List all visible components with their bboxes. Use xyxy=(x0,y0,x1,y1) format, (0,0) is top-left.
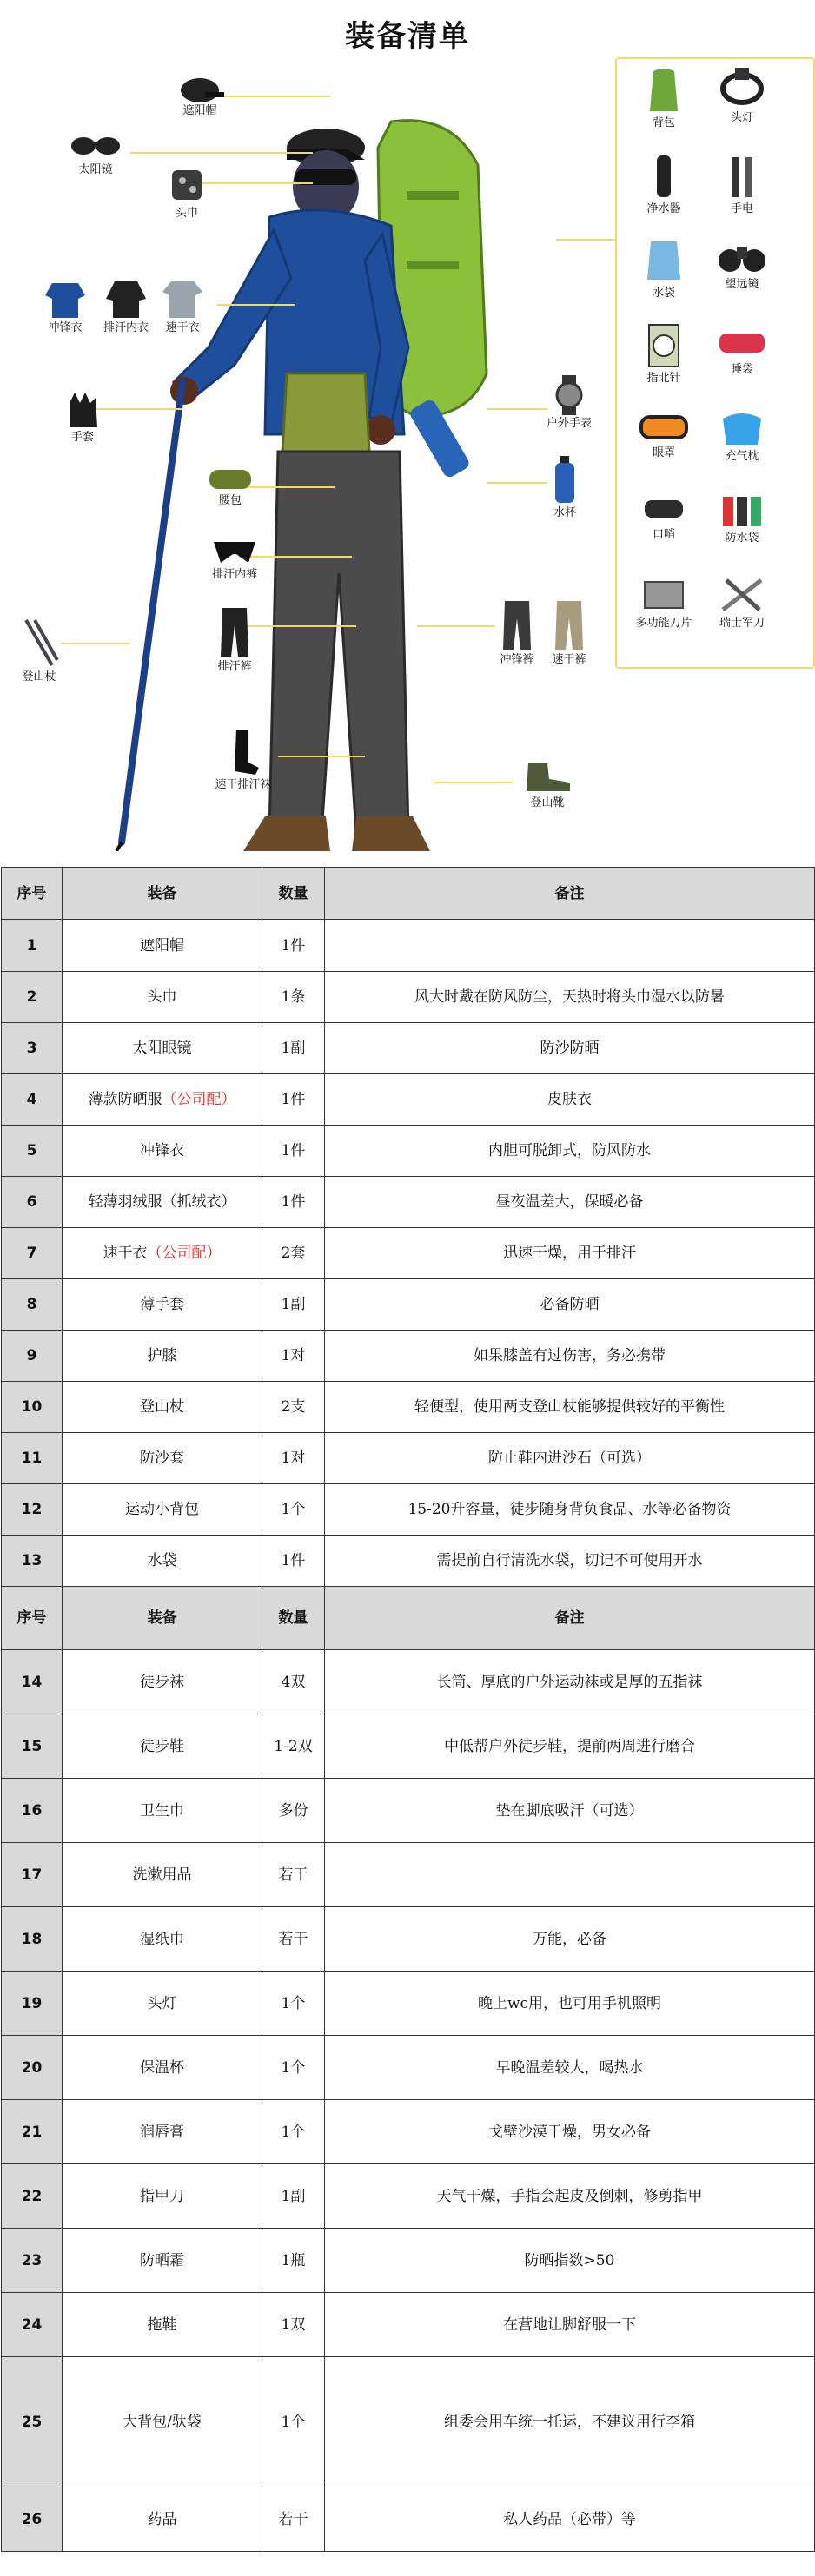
cell-note: 防止鞋内进沙石（可选） xyxy=(325,1433,815,1484)
cell-no: 24 xyxy=(2,2293,63,2357)
table-row xyxy=(2,1228,815,1279)
table-row xyxy=(2,1074,815,1126)
item-name: 遮阳帽 xyxy=(140,936,184,954)
cell-item xyxy=(63,1484,262,1536)
table-row xyxy=(2,920,815,972)
cell-qty: 1副 xyxy=(262,1279,325,1331)
cell-qty: 1对 xyxy=(262,1331,325,1382)
table-row xyxy=(2,1484,815,1536)
illustration-item-base-layer: 排汗内衣 xyxy=(91,276,161,335)
sleeping-bag-icon xyxy=(716,321,768,361)
company-provided-tag: （公司配） xyxy=(162,1091,236,1108)
backpack-icon xyxy=(646,66,681,115)
illustration-item-bandana: 头巾 xyxy=(152,165,222,221)
pillow-icon xyxy=(718,410,766,448)
cell-note: 私人药品（必带）等 xyxy=(325,2487,815,2552)
cell-qty: 1个 xyxy=(262,1972,325,2036)
illustration-item-socks: 速干排汗袜 xyxy=(195,728,291,792)
bandana-icon xyxy=(165,165,209,205)
illustration-item-pants: 排汗裤 xyxy=(200,606,269,674)
cell-item xyxy=(63,1536,262,1587)
cell-no: 4 xyxy=(2,1074,63,1126)
illustration-item-quick-dry-shirt: 速干衣 xyxy=(152,276,213,335)
illustration-item-shell-pants: 冲锋裤 xyxy=(487,599,547,667)
gloves-icon xyxy=(61,389,104,429)
illustration-item-jacket: 冲锋衣 xyxy=(35,276,96,335)
table-row xyxy=(2,1714,815,1779)
panel-item-dry-bag: 防水袋 xyxy=(707,492,777,545)
cell-note: 戈壁沙漠干燥，男女必备 xyxy=(325,2100,815,2164)
cell-qty: 若干 xyxy=(262,1843,325,1907)
cell-item: 湿纸巾 xyxy=(63,1907,262,1972)
cell-no: 10 xyxy=(2,1382,63,1433)
cell-note: 需提前自行清洗水袋，切记不可使用开水 xyxy=(325,1536,815,1587)
panel-item-goggles: 眼罩 xyxy=(629,410,699,460)
cell-item: 防晒霜 xyxy=(63,2229,262,2293)
cell-no: 2 xyxy=(2,972,63,1023)
pants-icon xyxy=(217,606,252,658)
water-filter-icon xyxy=(646,152,681,201)
cell-qty: 1件 xyxy=(262,1536,325,1587)
cell-note: 皮肤衣 xyxy=(325,1074,815,1126)
panel-item-flashlight: 手电 xyxy=(707,152,777,216)
illustration-item-gloves: 手套 xyxy=(48,389,117,445)
cell-no: 12 xyxy=(2,1484,63,1536)
equipment-illustration xyxy=(0,0,815,867)
shell-pants-icon xyxy=(500,599,534,651)
cell-qty: 1件 xyxy=(262,1126,325,1177)
item-name: 薄手套 xyxy=(140,1296,184,1313)
table-row xyxy=(2,1279,815,1331)
table-row xyxy=(2,1023,815,1074)
quick-dry-shirt-icon xyxy=(161,276,204,320)
cell-note: 昼夜温差大，保暖必备 xyxy=(325,1177,815,1228)
item-name: 头巾 xyxy=(147,988,177,1006)
table-row xyxy=(2,972,815,1023)
panel-item-compass: 指北针 xyxy=(629,321,699,386)
illustration-item-trekking-poles: 登山杖 xyxy=(9,617,70,684)
cell-qty: 4双 xyxy=(262,1650,325,1714)
cell-item: 保温杯 xyxy=(63,2036,262,2100)
cell-qty: 1-2双 xyxy=(262,1714,325,1779)
cell-item xyxy=(63,1177,262,1228)
cell-no: 3 xyxy=(2,1023,63,1074)
base-layer-icon xyxy=(104,276,148,320)
jacket-icon xyxy=(43,276,87,320)
cell-no: 17 xyxy=(2,1843,63,1907)
illustration-item-waist-bag: 腰包 xyxy=(195,465,265,508)
cell-no: 6 xyxy=(2,1177,63,1228)
swiss-knife-icon xyxy=(718,575,766,615)
table-row xyxy=(2,1382,815,1433)
cell-note: 晚上wc用，也可用手机照明 xyxy=(325,1972,815,2036)
cell-note: 天气干燥，手指会起皮及倒刺，修剪指甲 xyxy=(325,2164,815,2229)
cell-no: 5 xyxy=(2,1126,63,1177)
cell-note: 风大时戴在防风防尘，天热时将头巾湿水以防暑 xyxy=(325,972,815,1023)
table-row xyxy=(2,1650,815,1714)
header-qty: 数量 xyxy=(262,1587,325,1650)
cell-note: 防晒指数>50 xyxy=(325,2229,815,2293)
trekking-poles-icon xyxy=(17,617,61,669)
cell-note: 组委会用车统一托运，不建议用行李箱 xyxy=(325,2357,815,2487)
cell-no: 9 xyxy=(2,1331,63,1382)
panel-item-multitool: 多功能刀片 xyxy=(629,575,699,631)
table-header xyxy=(2,1587,815,1650)
cell-item xyxy=(63,1126,262,1177)
cell-no: 22 xyxy=(2,2164,63,2229)
table-row xyxy=(2,1126,815,1177)
boot-icon xyxy=(521,760,573,795)
quick-dry-pants-icon xyxy=(552,599,586,651)
illustration-item-bottle: 水杯 xyxy=(534,456,595,520)
table-row xyxy=(2,2357,815,2487)
cell-item xyxy=(63,1279,262,1331)
panel-item-swiss-knife: 瑞士军刀 xyxy=(707,575,777,631)
cell-item xyxy=(63,1433,262,1484)
item-name: 薄款防晒服 xyxy=(88,1091,162,1108)
multitool-icon xyxy=(639,575,688,615)
cell-item xyxy=(63,1023,262,1074)
cell-qty: 1件 xyxy=(262,1177,325,1228)
item-name: 冲锋衣 xyxy=(140,1142,184,1159)
goggles-icon xyxy=(638,410,690,445)
header-item: 装备 xyxy=(63,1587,262,1650)
whistle-icon xyxy=(639,492,688,526)
item-name: 太阳眼镜 xyxy=(132,1040,192,1057)
table-row xyxy=(2,1433,815,1484)
cell-no: 16 xyxy=(2,1779,63,1843)
cell-note: 迅速干燥，用于排汗 xyxy=(325,1228,815,1279)
item-name: 速干衣 xyxy=(103,1245,148,1262)
panel-item-pillow: 充气枕 xyxy=(707,410,777,464)
dry-bag-icon xyxy=(718,492,766,530)
cell-no: 19 xyxy=(2,1972,63,2036)
cell-no: 26 xyxy=(2,2487,63,2552)
water-bladder-icon xyxy=(642,236,686,285)
cell-note: 必备防晒 xyxy=(325,1279,815,1331)
illustration-item-boot: 登山靴 xyxy=(513,760,582,810)
cell-note: 防沙防晒 xyxy=(325,1023,815,1074)
header-item: 装备 xyxy=(63,868,262,920)
underwear-icon xyxy=(210,538,259,566)
illustration-item-underwear: 排汗内裤 xyxy=(195,538,274,582)
page-title: 装备清单 xyxy=(345,19,470,54)
cell-qty: 若干 xyxy=(262,1907,325,1972)
table-row xyxy=(2,1907,815,1972)
cell-qty: 1副 xyxy=(262,1023,325,1074)
panel-item-backpack: 背包 xyxy=(629,66,699,130)
table-row xyxy=(2,1843,815,1907)
company-provided-tag: （公司配） xyxy=(147,1245,222,1262)
cell-item: 徒步袜 xyxy=(63,1650,262,1714)
illustration-item-watch: 户外手表 xyxy=(534,375,604,431)
cell-note: 长筒、厚底的户外运动袜或是厚的五指袜 xyxy=(325,1650,815,1714)
cell-note: 在营地让脚舒服一下 xyxy=(325,2293,815,2357)
sunglasses-icon xyxy=(68,130,123,162)
cell-item xyxy=(63,1331,262,1382)
table-row xyxy=(2,1972,815,2036)
cell-no: 14 xyxy=(2,1650,63,1714)
header-note: 备注 xyxy=(325,868,815,920)
cell-no: 1 xyxy=(2,920,63,972)
cell-qty: 多份 xyxy=(262,1779,325,1843)
panel-item-sleeping-bag: 睡袋 xyxy=(707,321,777,377)
watch-icon xyxy=(552,375,586,415)
item-name: 水袋 xyxy=(147,1552,177,1569)
table-row xyxy=(2,2036,815,2100)
panel-item-headlamp: 头灯 xyxy=(707,66,777,125)
cell-qty: 1个 xyxy=(262,2100,325,2164)
cell-item: 大背包/驮袋 xyxy=(63,2357,262,2487)
cell-note: 万能，必备 xyxy=(325,1907,815,1972)
cell-qty: 1条 xyxy=(262,972,325,1023)
table-row xyxy=(2,2487,815,2552)
compass-icon xyxy=(644,321,684,370)
cell-no: 8 xyxy=(2,1279,63,1331)
item-name: 登山杖 xyxy=(140,1398,184,1416)
table-row xyxy=(2,1331,815,1382)
cell-no: 15 xyxy=(2,1714,63,1779)
cell-item xyxy=(63,920,262,972)
cell-item: 洗漱用品 xyxy=(63,1843,262,1907)
headlamp-icon xyxy=(718,66,766,109)
waist-bag-icon xyxy=(204,465,256,492)
cell-note: 轻便型，使用两支登山杖能够提供较好的平衡性 xyxy=(325,1382,815,1433)
cell-no: 18 xyxy=(2,1907,63,1972)
cell-note xyxy=(325,1843,815,1907)
cell-no: 23 xyxy=(2,2229,63,2293)
header-qty: 数量 xyxy=(262,868,325,920)
equipment-table xyxy=(1,867,815,2552)
cell-note: 中低帮户外徒步鞋，提前两周进行磨合 xyxy=(325,1714,815,1779)
table-header xyxy=(2,868,815,920)
cell-note: 内胆可脱卸式，防风防水 xyxy=(325,1126,815,1177)
header-no: 序号 xyxy=(2,868,63,920)
item-name: 护膝 xyxy=(147,1347,177,1364)
cell-note: 15-20升容量，徒步随身背负食品、水等必备物资 xyxy=(325,1484,815,1536)
cell-item xyxy=(63,972,262,1023)
illustration-item-sunglasses: 太阳镜 xyxy=(61,130,130,177)
illustration-item-quick-dry-pants: 速干裤 xyxy=(539,599,600,667)
cell-qty: 1件 xyxy=(262,1074,325,1126)
item-name: 轻薄羽绒服（抓绒衣） xyxy=(88,1193,236,1211)
cell-qty: 1个 xyxy=(262,1484,325,1536)
cell-qty: 2支 xyxy=(262,1382,325,1433)
cell-qty: 1个 xyxy=(262,2357,325,2487)
cell-note: 垫在脚底吸汗（可选） xyxy=(325,1779,815,1843)
table-row xyxy=(2,1177,815,1228)
cell-qty: 1对 xyxy=(262,1433,325,1484)
cell-no: 11 xyxy=(2,1433,63,1484)
cell-qty: 2套 xyxy=(262,1228,325,1279)
cell-item xyxy=(63,1074,262,1126)
cell-no: 7 xyxy=(2,1228,63,1279)
cell-item: 头灯 xyxy=(63,1972,262,2036)
cell-qty: 1双 xyxy=(262,2293,325,2357)
panel-item-water-bladder: 水袋 xyxy=(629,236,699,301)
item-name: 防沙套 xyxy=(140,1450,184,1467)
illustration-item-cap: 遮阳帽 xyxy=(165,71,235,118)
cell-item: 润唇膏 xyxy=(63,2100,262,2164)
table-row xyxy=(2,1779,815,1843)
table-row xyxy=(2,1536,815,1587)
panel-item-whistle: 口哨 xyxy=(629,492,699,542)
cell-note: 早晚温差较大，喝热水 xyxy=(325,2036,815,2100)
flashlight-icon xyxy=(725,152,759,201)
bottle-icon xyxy=(552,456,578,505)
cell-item: 徒步鞋 xyxy=(63,1714,262,1779)
cell-no: 13 xyxy=(2,1536,63,1587)
cell-item: 卫生巾 xyxy=(63,1779,262,1843)
cell-qty: 1副 xyxy=(262,2164,325,2229)
cell-no: 20 xyxy=(2,2036,63,2100)
cell-no: 21 xyxy=(2,2100,63,2164)
item-name: 运动小背包 xyxy=(125,1501,199,1518)
table-row xyxy=(2,2100,815,2164)
panel-item-binoculars: 望远镜 xyxy=(707,236,777,292)
cell-qty: 1瓶 xyxy=(262,2229,325,2293)
cell-qty: 1件 xyxy=(262,920,325,972)
cell-note: 如果膝盖有过伤害，务必携带 xyxy=(325,1331,815,1382)
cell-qty: 若干 xyxy=(262,2487,325,2552)
cap-icon xyxy=(174,71,226,102)
header-note: 备注 xyxy=(325,1587,815,1650)
table-row xyxy=(2,2229,815,2293)
cell-no: 25 xyxy=(2,2357,63,2487)
cell-note xyxy=(325,920,815,972)
table-row xyxy=(2,2293,815,2357)
cell-item xyxy=(63,1228,262,1279)
binoculars-icon xyxy=(716,236,768,276)
cell-item xyxy=(63,1382,262,1433)
cell-item: 药品 xyxy=(63,2487,262,2552)
cell-qty: 1个 xyxy=(262,2036,325,2100)
cell-item: 拖鞋 xyxy=(63,2293,262,2357)
socks-icon xyxy=(224,728,262,776)
cell-item: 指甲刀 xyxy=(63,2164,262,2229)
header-no: 序号 xyxy=(2,1587,63,1650)
panel-item-water-filter: 净水器 xyxy=(629,152,699,216)
table-row xyxy=(2,2164,815,2229)
